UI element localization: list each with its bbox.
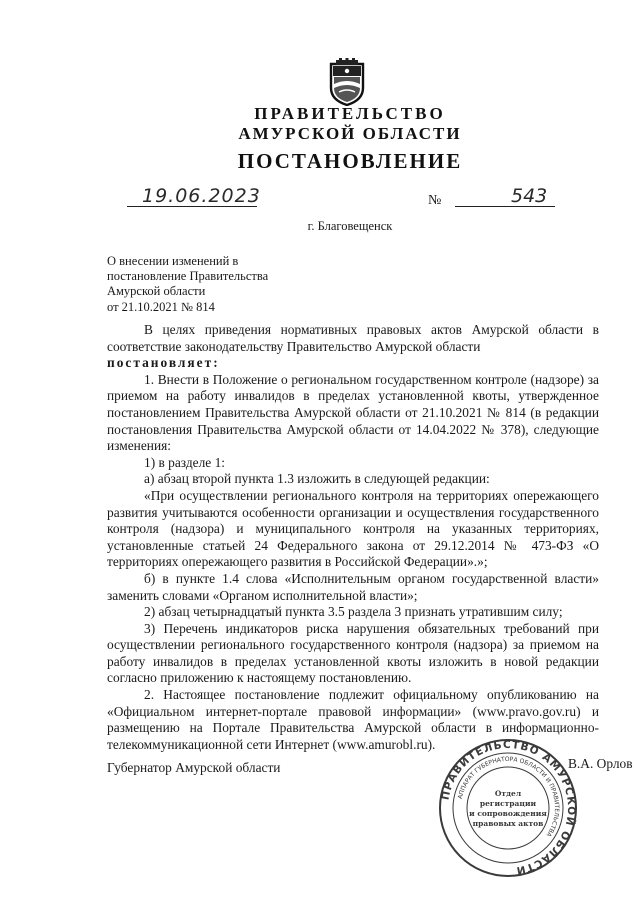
subject-line: Амурской области — [107, 284, 206, 299]
document-body — [107, 322, 599, 753]
stamp-center-line: и сопровождения — [469, 809, 547, 818]
intro-paragraph: В целях приведения нормативных правовых актов Амурской области в соответствие законодательству Правительство Амурской области — [107, 322, 599, 354]
stamp-center-line: регистрации — [479, 799, 537, 808]
city-label: г. Благовещенск — [307, 219, 393, 233]
document-number: 543 — [511, 185, 548, 207]
stamp-center-line: Отдел — [494, 789, 522, 798]
stamp-center-line: правовых актов — [472, 819, 544, 828]
paragraph-1-1-a: а) абзац второй пункта 1.3 изложить в следующей редакции: — [144, 471, 490, 487]
government-title: ПРАВИТЕЛЬСТВО — [254, 104, 446, 123]
official-stamp — [438, 738, 578, 878]
subject-line: постановление Правительства — [107, 269, 269, 284]
signatory-position: Губернатор Амурской области — [107, 760, 281, 775]
stamp-inner-text: АППАРАТ ГУБЕРНАТОРА ОБЛАСТИ И ПРАВИТЕЛЬСТВА — [456, 755, 561, 838]
paragraph-1-1: 1) в разделе 1: — [144, 454, 226, 470]
number-underline — [455, 206, 555, 207]
document-kind: ПОСТАНОВЛЕНИЕ — [237, 149, 463, 173]
number-sign: № — [428, 193, 442, 208]
paragraph-1: 1. Внести в Положение о региональном государственном контроле (надзоре) за приемом на работу инвалидов в пределах установленной квоты, утвержденное постановлением Правительства Амурской области от 21.10.2021 № 814 (в редакции постановления Правительства Амурской области от 14.04.2022 № 378), следующие изменения: — [107, 371, 599, 454]
signatory-name: В.А. Орлов — [568, 756, 633, 771]
paragraph-1-1-b: б) в пункте 1.4 слова «Исполнительным органом государственной власти» заменить словами «Органом исполнительной власти»; — [107, 570, 599, 603]
paragraph-2: 2. Настоящее постановление подлежит официальному опубликованию на «Официальном интернет-портале правовой информации» (www.pravo.gov.ru) и размещению на Портале Правительства Амурской области в информационно-телекоммуникационной сети Интернет (www.amurobl.ru). — [107, 687, 599, 752]
government-region: АМУРСКОЙ ОБЛАСТИ — [238, 124, 462, 143]
quoted-text: «При осуществлении регионального контроля на территориях опережающего развития учитываются особенности организации и осуществления государственного контроля (надзора) и муниципального контроля на указанных территориях, установленные статьей 24 Федерального закона от 29.12.2014 № 473-ФЗ «О территориях опережающего развития в Российской Федерации».»; — [107, 487, 599, 570]
subject-block — [107, 254, 268, 315]
coat-of-arms-icon — [327, 58, 367, 106]
decree-word: постановляет: — [107, 355, 220, 371]
subject-line: от 21.10.2021 № 814 — [107, 299, 215, 314]
stamp-outer-text: ПРАВИТЕЛЬСТВО АМУРСКОЙ ОБЛАСТИ — [439, 738, 578, 877]
date-underline — [127, 206, 257, 207]
paragraph-1-2: 2) абзац четырнадцатый пункта 3.5 раздела 3 признать утратившим силу; — [144, 604, 563, 620]
document-date: 19.06.2023 — [142, 185, 261, 207]
subject-line: О внесении изменений в — [107, 254, 239, 268]
paragraph-1-3: 3) Перечень индикаторов риска нарушения обязательных требований при осуществлении регионального государственного контроля (надзора) за приемом на работу инвалидов в пределах установленной квоты изложить в новой редакции согласно приложению к настоящему постановлению. — [107, 620, 599, 686]
